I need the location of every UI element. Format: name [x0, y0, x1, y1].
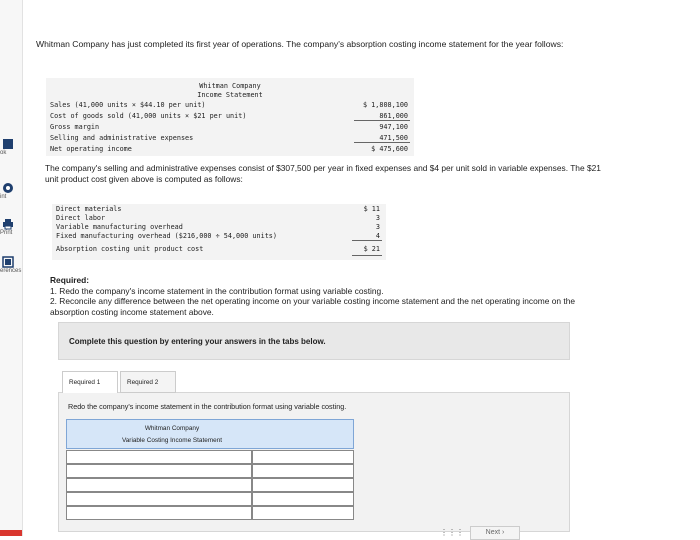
amount-input[interactable] [252, 492, 354, 506]
sidebar-item-label: Print [0, 230, 13, 236]
book-icon [2, 138, 14, 150]
left-sidebar [0, 0, 23, 536]
divider [352, 240, 382, 241]
required-item-2: 2. Reconcile any difference between the net operating income on your variable costing income statement and the net operating income on the absorption costing income statement above. [50, 296, 576, 317]
statement-row: Sales (41,000 units × $44.10 per unit) $ 1,808,100 [50, 101, 408, 109]
cost-row: Direct materials $ 11 [56, 205, 380, 213]
panel-instruction: Redo the company's income statement in the contribution format using variable costing. [68, 402, 347, 411]
table-row [66, 506, 354, 520]
income-statement [46, 78, 414, 156]
statement-row: Selling and administrative expenses 471,500 [50, 134, 408, 142]
chevron-right-icon: › [502, 529, 505, 536]
red-accent-bar [0, 530, 22, 536]
sidebar-item-label: erences [0, 268, 22, 274]
divider [354, 142, 410, 143]
statement-row: Gross margin 947,100 [50, 123, 408, 131]
cost-row: Absorption costing unit product cost $ 21 [56, 245, 380, 253]
label-input[interactable] [66, 506, 252, 520]
sidebar-item-label: int [0, 194, 7, 200]
required-item-1: 1. Redo the company's income statement in the contribution format using variable costing. [50, 285, 384, 296]
cost-row: Variable manufacturing overhead 3 [56, 223, 380, 231]
table-row [66, 478, 354, 492]
sidebar-item-ebook[interactable] [0, 138, 22, 156]
amount-input[interactable] [252, 464, 354, 478]
label-input[interactable] [66, 450, 252, 464]
tab-required-1[interactable]: Required 1 [62, 371, 118, 393]
print-icon [2, 218, 14, 230]
table-row [66, 464, 354, 478]
cost-row: Fixed manufacturing overhead ($216,000 ÷ 54,000 units) 4 [56, 232, 380, 240]
divider [354, 120, 410, 121]
required-heading: Required: [50, 275, 90, 285]
statement-company: Whitman Company [199, 82, 261, 90]
sidebar-item-print[interactable] [0, 218, 22, 236]
answer-table-title: Variable Costing Income Statement [121, 437, 223, 444]
grid-menu-icon[interactable]: ⋮⋮⋮ [440, 528, 464, 537]
table-row [66, 450, 354, 464]
amount-input[interactable] [252, 478, 354, 492]
statement-title: Income Statement [197, 91, 263, 99]
required-section [50, 275, 610, 317]
amount-input[interactable] [252, 506, 354, 520]
intro-text: Whitman Company has just completed its first year of operations. The company's absorption costing income statement for the year follows: [36, 39, 564, 49]
label-input[interactable] [66, 492, 252, 506]
references-icon [2, 256, 14, 268]
divider [352, 255, 382, 256]
cost-row: Direct labor 3 [56, 214, 380, 222]
statement-row: Net operating income $ 475,600 [50, 145, 408, 153]
label-input[interactable] [66, 464, 252, 478]
answer-table-header [66, 419, 354, 449]
statement-row: Cost of goods sold (41,000 units × $21 per unit) 861,000 [50, 112, 408, 120]
table-row [66, 492, 354, 506]
complete-question-banner: Complete this question by entering your answers in the tabs below. [58, 322, 570, 360]
unit-cost-table [52, 204, 386, 260]
sidebar-item-references[interactable] [0, 256, 22, 274]
gear-icon [2, 182, 14, 194]
sidebar-item-label: ok [0, 150, 7, 156]
answer-table-company: Whitman Company [144, 425, 200, 432]
next-button[interactable]: Next › [470, 526, 520, 540]
sidebar-item-hint[interactable] [0, 182, 22, 200]
amount-input[interactable] [252, 450, 354, 464]
expense-paragraph: The company's selling and administrative expenses consist of $307,500 per year in fixed expenses and $4 per unit sold in variable expenses. The $21 unit product cost given above is computed as follows: [45, 163, 601, 184]
tab-required-2[interactable]: Required 2 [120, 371, 176, 393]
label-input[interactable] [66, 478, 252, 492]
